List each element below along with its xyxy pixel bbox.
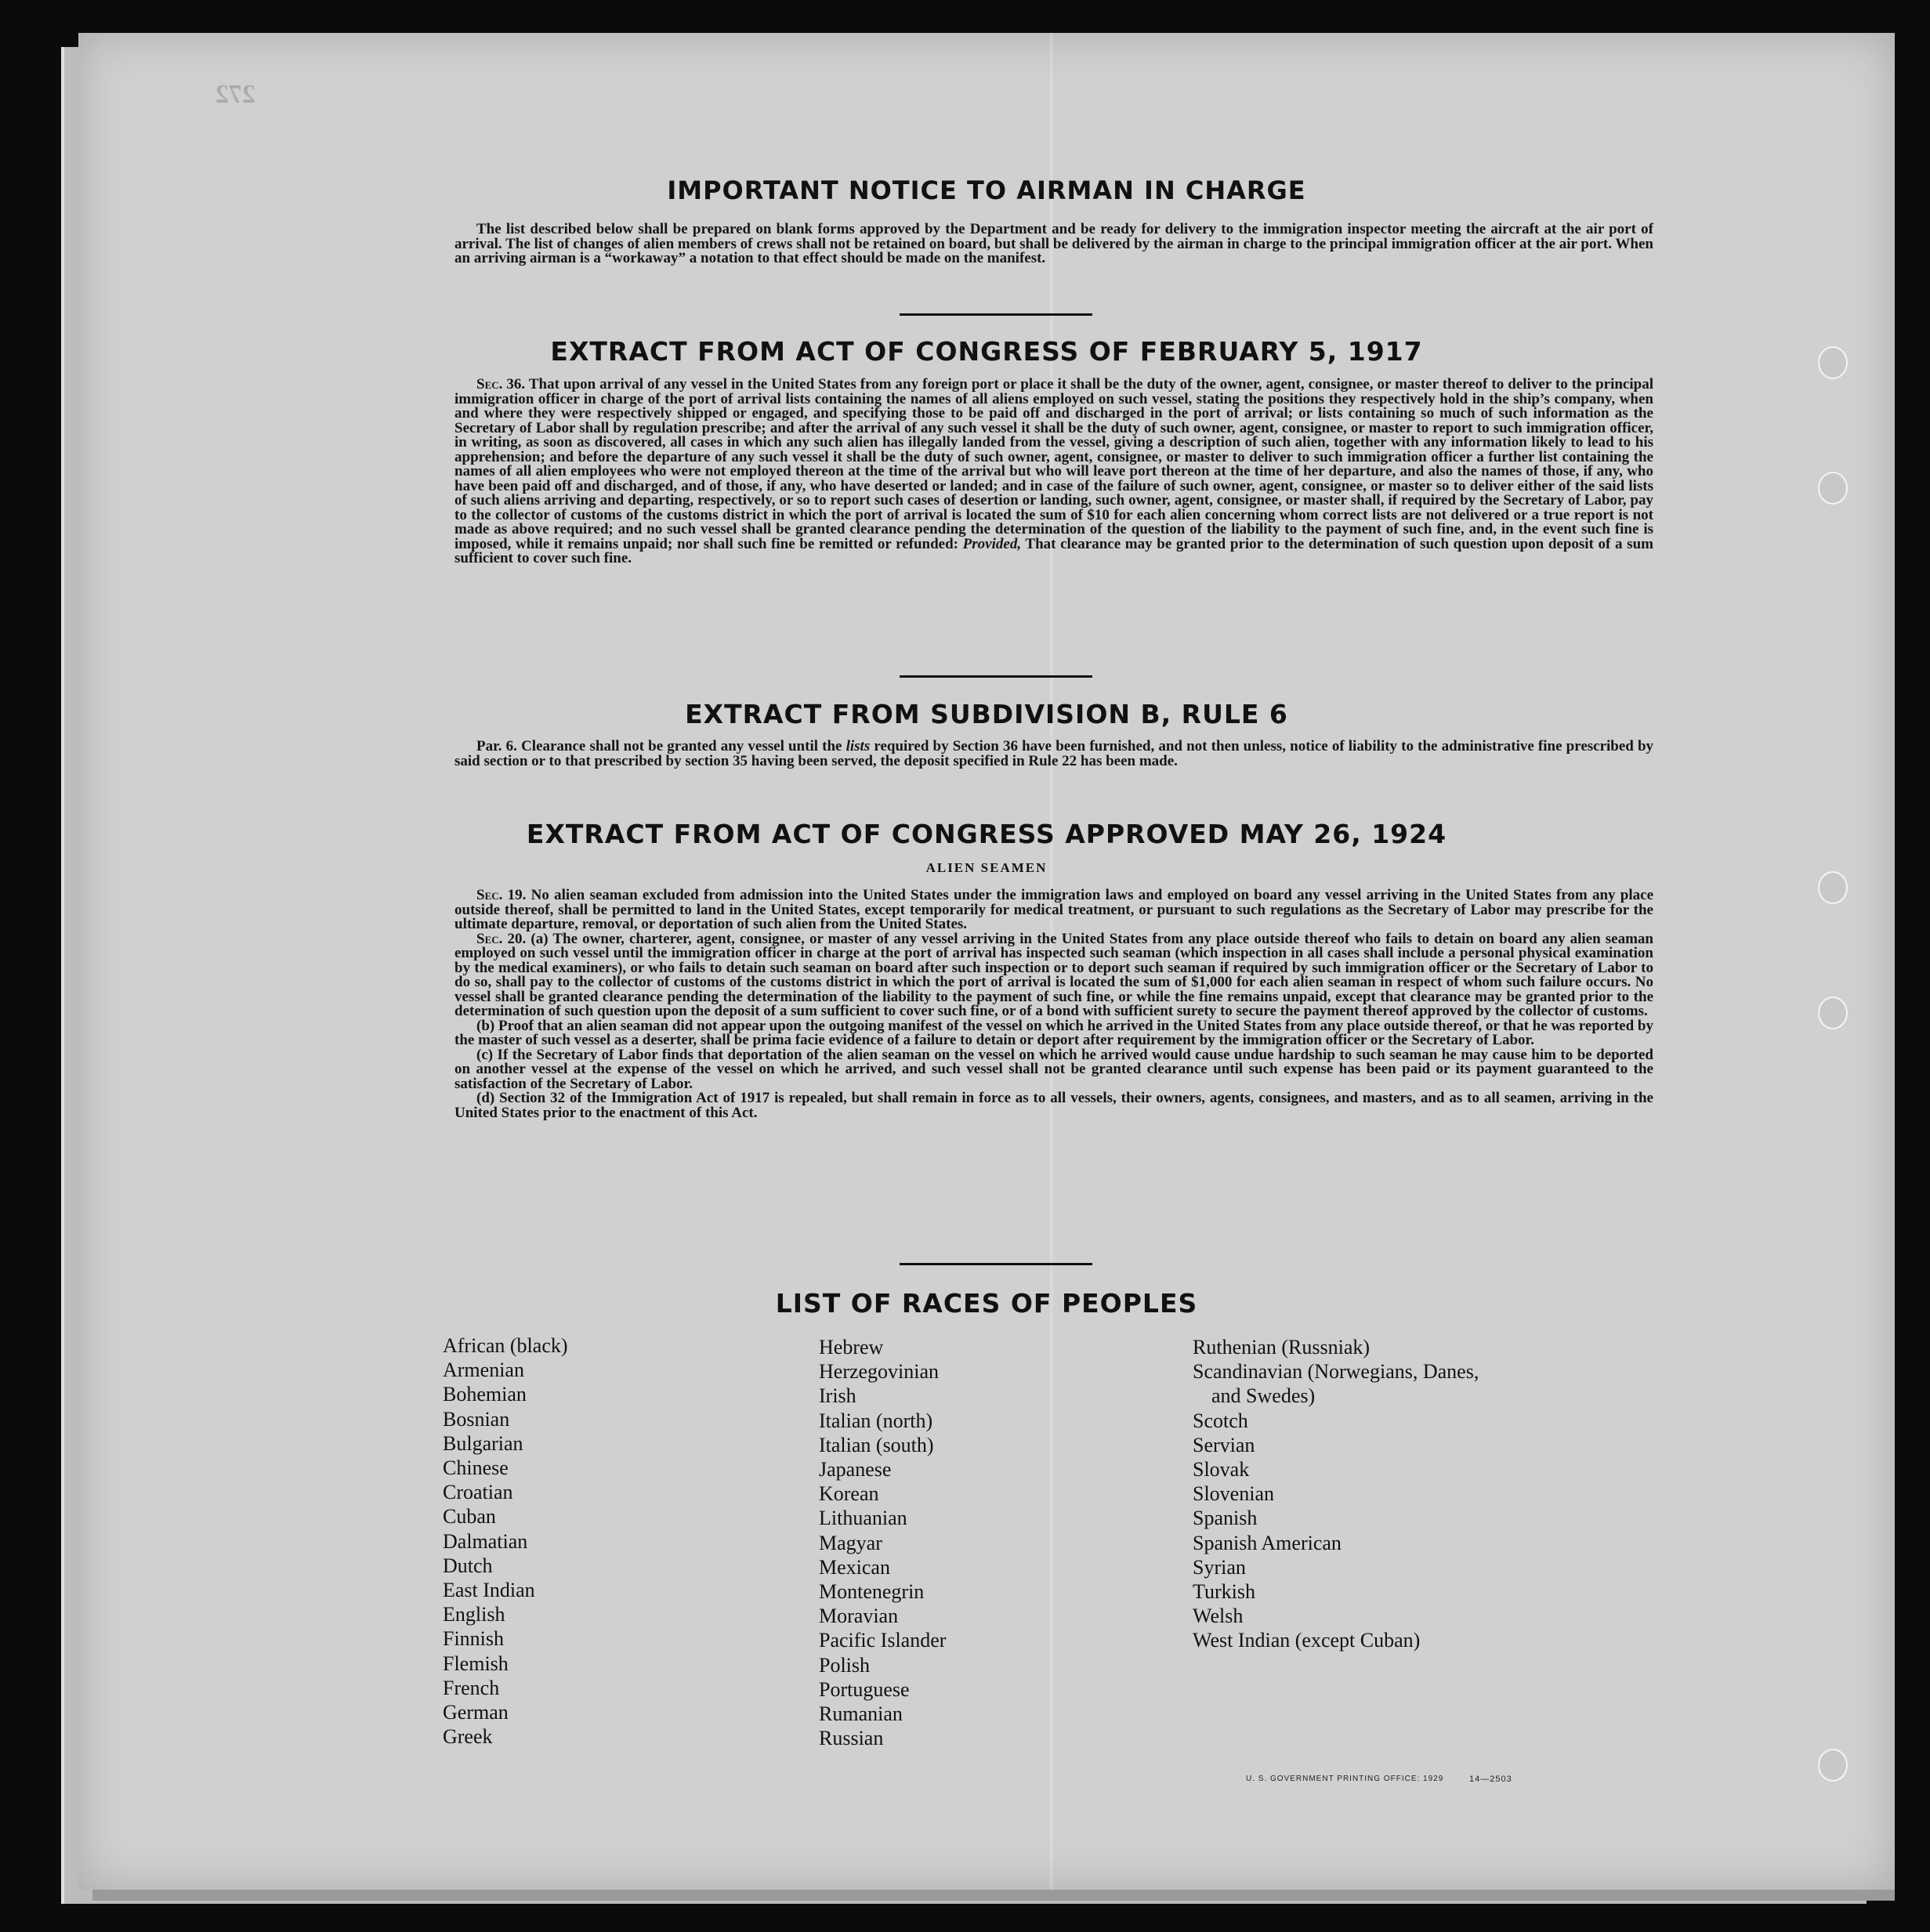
race-item: Cuban	[443, 1505, 496, 1529]
binder-hole	[1818, 346, 1848, 379]
binder-hole	[1818, 472, 1848, 505]
race-item: Bosnian	[443, 1407, 510, 1431]
section-divider	[900, 313, 1092, 316]
races-column-1	[443, 1333, 568, 1749]
race-item: Turkish	[1193, 1580, 1255, 1604]
race-item: Ruthenian (Russniak)	[1193, 1336, 1371, 1359]
act-1917-title: EXTRACT FROM ACT OF CONGRESS OF FEBRUARY 5, 1917	[550, 336, 1423, 367]
act-1924-body	[454, 888, 1653, 1120]
race-item: Slovenian	[1193, 1482, 1274, 1506]
lists-word: lists	[846, 738, 871, 754]
race-item: Bulgarian	[443, 1431, 523, 1455]
binder-hole	[1818, 871, 1848, 904]
act-1917-body	[454, 378, 1653, 566]
race-item: Rumanian	[819, 1702, 903, 1726]
notice-title: IMPORTANT NOTICE TO AIRMAN IN CHARGE	[667, 175, 1306, 205]
race-item: Lithuanian	[819, 1507, 907, 1530]
race-item: Russian	[819, 1727, 884, 1750]
par-6-paragraph	[454, 740, 1653, 769]
race-item: African (black)	[443, 1334, 568, 1357]
race-item: French	[443, 1676, 500, 1699]
race-item: Scotch	[1193, 1409, 1248, 1432]
race-item: Dutch	[443, 1554, 493, 1577]
race-item: Syrian	[1193, 1555, 1246, 1579]
race-item: Slovak	[1193, 1458, 1250, 1482]
sec-20b-paragraph: (b) Proof that an alien seaman did not appear upon the outgoing manifest of the vessel on which he arrived in the United States from any place outside thereof, or that he was reported by the master of such vessel as a deserter, shall be prima facie evidence of a failure to detain or deport after requirement by the immigration officer or the Secretary of Labor.	[454, 1017, 1653, 1048]
provided-word: Provided,	[962, 535, 1022, 552]
sec-36-text: That upon arrival of any vessel in the United States from any foreign port or place it shall be the duty of the owner, agent, consignee, or master thereof to deliver to the principal immigration officer in charge of the port of arrival lists containing the names of all aliens employed on such vessel, stating the positions they respectively hold in the ship’s company, when and where they were respectively shipped or engaged, and specifying those to be paid off and discharged in the port of arrival; or lists containing so much of such information as the Secretary of Labor shall by regulation prescribe; and after the arrival of any such vessel it shall be the duty of such owner, agent, consignee, or master to report to such immigration officer, in writing, as soon as discovered, all cases in which any such alien has illegally landed from the vessel, giving a description of such alien, together with any information likely to lead to his apprehension; and before the departure of any such vessel it shall be the duty of such owner, agent, consignee, or master to deliver to such immigration officer a further list containing the names of all alien employees who were not employed thereon at the time of the arrival but who will leave port thereon at the time of her departure, and also the names of those, if any, who have been paid off and discharged, and of those, if any, who have deserted or landed; and in case of the failure of such owner, agent, consignee, or master so to deliver either of the said lists of such aliens arriving and departing, respectively, or so to report such cases of desertion or landing, such owner, agent, consignee, or master shall, if required by the Secretary of Labor, pay to the collector of customs of the customs district in which the port of arrival is located the sum of $10 for each alien concerning whom correct lists are not delivered or a true report is not made as above required; and no such vessel shall be granted clearance pending the determination of the question of the liability to the payment of such fine, and, in the event such fine is imposed, while it remains unpaid; nor shall such fine be remitted or refunded:	[454, 376, 1653, 552]
race-item: Hebrew	[819, 1336, 884, 1359]
races-column-2	[819, 1335, 946, 1750]
sec-20c-paragraph: (c) If the Secretary of Labor finds that deportation of the alien seaman on the vessel on which he arrived would cause undue hardship to such seaman he may cause him to be deported on another vessel at the expense of the vessel on which he arrived, and such vessel shall not be granted clearance until such expense has been paid or its payment guaranteed to the satisfaction of the Secretary of Labor.	[454, 1046, 1653, 1092]
race-item: German	[443, 1701, 509, 1724]
race-item: Bohemian	[443, 1383, 527, 1406]
race-item: Croatian	[443, 1481, 513, 1504]
par-6-label: Par. 6.	[476, 738, 517, 754]
race-item: Flemish	[443, 1652, 509, 1675]
race-item: West Indian (except Cuban)	[1193, 1629, 1421, 1652]
race-item: Montenegrin	[819, 1580, 925, 1604]
rule-6-body	[454, 740, 1653, 769]
race-item: Italian (south)	[819, 1433, 934, 1456]
sec-36-paragraph	[454, 378, 1653, 566]
race-item: Korean	[819, 1482, 879, 1506]
par-6-text-b: required by Section 36 have been furnished, and not then unless, notice of liability to the administrative fine prescribed by said section or to that prescribed by section 35 having been served, the deposit specified in Rule 22 has been made.	[454, 738, 1654, 769]
sec-20d-paragraph: (d) Section 32 of the Immigration Act of 1917 is repealed, but shall remain in force as to all vessels, their owners, agents, consignees, and masters, and as to all seamen, arriving in the United States prior to the enactment of this Act.	[454, 1090, 1653, 1121]
form-number: 14—2503	[1469, 1775, 1512, 1784]
race-item: Moravian	[819, 1605, 899, 1628]
sec-20a-text: (a) The owner, charterer, agent, consignee, or master of any vessel arriving in the United States from any place outside thereof who fails to detain on board any alien seaman employed on such vessel until the immigration officer in charge at the port of arrival has inspected such seaman (which inspection in all cases shall include a personal physical examination by the medical examiners), or who fails to detain such seaman on board after such inspection or to deport such seaman if required by such immigration officer or the Secretary of Labor to do so, shall pay to the collector of customs of the customs district in which the port of arrival is located the sum of $1,000 for each alien seaman in respect of whom such failure occurs. No vessel shall be granted clearance pending the determination of the liability to the payment of such fine, or while the fine remains unpaid, except that clearance may be granted prior to the determination of such question upon the deposit of a sum sufficient to cover such fine, or of a bond with sufficient surety to secure the payment thereof approved by the collector of customs.	[454, 930, 1653, 1019]
notice-body	[454, 223, 1653, 266]
race-item: Armenian	[443, 1359, 524, 1382]
race-item: Welsh	[1193, 1605, 1244, 1628]
sec-19-text: No alien seaman excluded from admission into the United States under the immigration laws and employed on board any vessel arriving in the United States from any place outside thereof, shall be permitted to land in the United States, except temporarily for medical treatment, or pursuant to such regulations as the Secretary of Labor may prescribe for the ultimate departure, removal, or deportation of such alien from the United States.	[454, 887, 1654, 932]
race-item: Portuguese	[819, 1677, 910, 1701]
race-item: Finnish	[443, 1627, 505, 1651]
race-item: Japanese	[819, 1458, 892, 1482]
sec-20a-paragraph	[454, 932, 1653, 1019]
races-title: LIST OF RACES OF PEOPLES	[775, 1288, 1198, 1319]
act-1924-title: EXTRACT FROM ACT OF CONGRESS APPROVED MAY 26, 1924	[526, 819, 1447, 849]
alien-seamen-subtitle: ALIEN SEAMEN	[925, 860, 1048, 875]
race-item: Herzegovinian	[819, 1360, 940, 1384]
races-column-3	[1193, 1335, 1479, 1653]
printer-credit: U. S. GOVERNMENT PRINTING OFFICE: 1929	[1246, 1775, 1444, 1783]
race-item: Magyar	[819, 1531, 882, 1554]
sec-19-paragraph	[454, 888, 1653, 932]
notice-paragraph: The list described below shall be prepared on blank forms approved by the Department and be ready for delivery to the immigration inspector meeting the aircraft at the air port of arrival. The list of changes of alien members of crews shall not be retained on board, but shall be delivered by the airman in charge to the principal immigration officer at the air port. When an arriving airman is a “workaway” a notation to that effect should be made on the manifest.	[454, 221, 1653, 266]
race-item: Polish	[819, 1653, 871, 1677]
page-number: 272	[215, 80, 255, 109]
par-6-text-a: Clearance shall not be granted any vessel until the	[521, 738, 842, 754]
race-item: Italian (north)	[819, 1409, 933, 1432]
race-item: Irish	[819, 1384, 856, 1408]
race-item: Dalmatian	[443, 1529, 528, 1553]
section-divider	[900, 675, 1092, 678]
race-item: Chinese	[443, 1456, 509, 1480]
document-page	[78, 33, 1895, 1890]
race-item: Greek	[443, 1725, 493, 1749]
race-item: Servian	[1193, 1433, 1255, 1456]
sec-19-label: Sec. 19.	[476, 887, 527, 903]
race-item: Scandinavian (Norwegians, Danes,	[1193, 1360, 1479, 1384]
binder-hole	[1818, 997, 1848, 1029]
race-item: Spanish	[1193, 1507, 1258, 1530]
race-item: Pacific Islander	[819, 1629, 947, 1652]
race-item: and Swedes)	[1211, 1384, 1316, 1408]
sec-36-label: Sec. 36.	[476, 376, 526, 393]
sec-20-label: Sec. 20.	[476, 930, 527, 947]
proviso-text: That clearance may be granted prior to the determination of such question upon deposit of a sum sufficient to cover such fine.	[454, 535, 1653, 566]
binder-hole	[1818, 1749, 1848, 1782]
race-item: East Indian	[443, 1579, 535, 1602]
race-item: Mexican	[819, 1555, 890, 1579]
race-item: English	[443, 1603, 505, 1626]
rule-6-title: EXTRACT FROM SUBDIVISION B, RULE 6	[685, 699, 1288, 729]
section-divider	[900, 1263, 1092, 1265]
bottom-strip	[92, 1890, 1895, 1901]
race-item: Spanish American	[1193, 1531, 1342, 1554]
